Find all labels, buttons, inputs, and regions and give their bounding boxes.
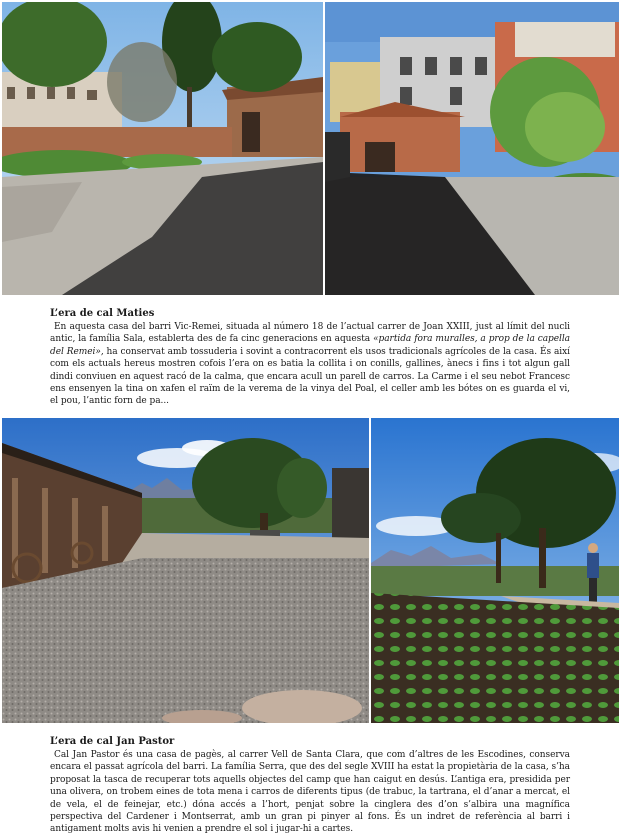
photo-era-cal-jan-pastor-garden [371, 418, 619, 723]
caption-body-quote: «partida fora muralles, a prop de la capella del Remei» [50, 334, 570, 357]
caption-body [50, 321, 570, 408]
photo-era-cal-maties-courtyard [2, 2, 323, 295]
caption-cal-maties [50, 307, 570, 408]
photo-era-cal-maties-houses [325, 2, 619, 295]
caption-body-text: En aquesta casa del barri Vic-Remei, situada al número 18 de l’actual carrer de Joan XXIII, just al límit del nucli antic, la família Sala, establerta des de fa cinc generacions en aquesta [50, 322, 570, 345]
caption-body: Cal Jan Pastor és una casa de pagès, al carrer Vell de Santa Clara, que com d’altres de les Escodines, conserva encara el passat agrícola del barri. La família Serra, que des del segle XVIII ha estat la propietària de la casa, s’ha proposat la tasca de recuperar tots aquells objectes del camp que han caigut en desús. L’antiga era, presidida per una olivera, on trobem eines de tota mena i carros de diferents tipus (de trabuc, la tartrana, el d’anar a mercat, el de vela, el de feinejar, etc.) dóna accés a l’hort, penjat sobre la cinglera des d’on s’albira una magnífica perspectiva del Cardener i Montserrat, amb un gran pi pinyer al fons. És un indret de referència al barri i antigament molts avis hi venien a prendre el sol i jugar-hi a cartes. [50, 750, 570, 835]
caption-title: L’era de cal Jan Pastor [50, 736, 175, 747]
caption-cal-jan-pastor [50, 735, 570, 836]
caption-body-text-cont: , ha conservat amb tossuderia i sovint a contracorrent els usos tradicionals agrícoles de la casa. És així com els actuals hereus mostren cofois l’era on es batia la collita i on conills, gallines, ànecs i fins i tot algun gall dindi conviuen en aquest racó de la calma, que encara acull un parell de carros. La Carme i el seu nebot Francesc ens ensenyen la tina on xafen el raïm de la verema de la vinya del Poal, el celler amb les bótes on es guarda el vi, el pou, l’antic forn de pa... [50, 346, 570, 407]
caption-title: L’era de cal Maties [50, 308, 155, 319]
photo-era-cal-jan-pastor-gravel [2, 418, 369, 723]
